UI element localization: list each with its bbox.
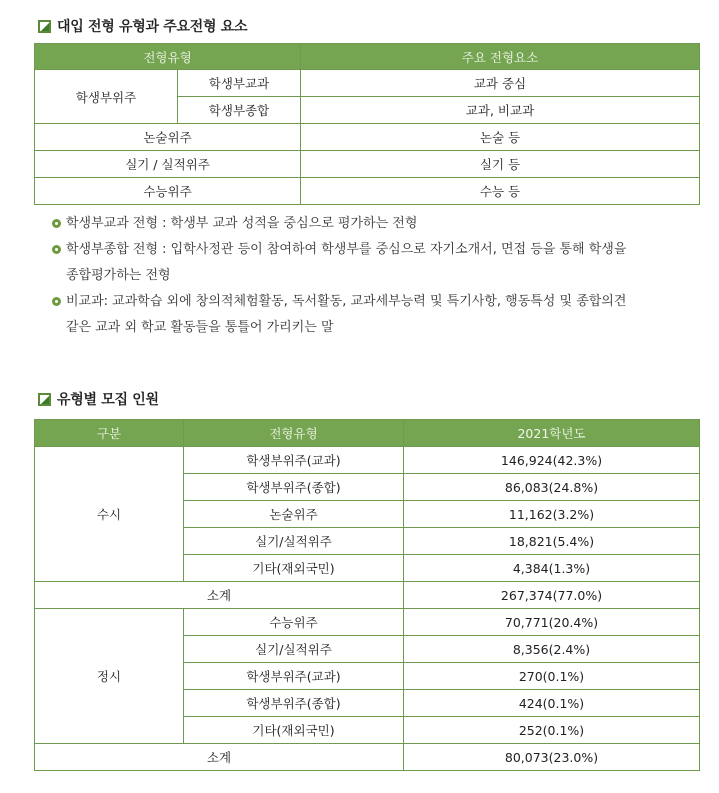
element-cell: 교과, 비교과 <box>301 97 700 124</box>
subtotal-row <box>35 582 700 609</box>
flower-bullet-icon <box>52 219 61 228</box>
value-cell: 18,821(5.4%) <box>404 528 700 555</box>
admission-types-table <box>34 43 700 205</box>
table-row <box>35 609 700 636</box>
value-cell: 8,356(2.4%) <box>404 636 700 663</box>
section-heading-admission-types <box>38 16 247 36</box>
type-cell: 논술위주 <box>184 501 404 528</box>
element-cell: 교과 중심 <box>301 70 700 97</box>
notes-list <box>52 211 702 341</box>
note-item <box>52 211 702 237</box>
note-text: 비교과: 교과학습 외에 창의적체험활동, 독서활동, 교과세부능력 및 특기사항, 행동특성 및 종합의견 <box>66 294 627 309</box>
type-cell: 학생부위주(종합) <box>184 474 404 501</box>
value-cell: 4,384(1.3%) <box>404 555 700 582</box>
type-cell: 실기/실적위주 <box>184 636 404 663</box>
header-admission-type: 전형유형 <box>184 420 404 447</box>
element-cell: 실기 등 <box>301 151 700 178</box>
value-cell: 11,162(3.2%) <box>404 501 700 528</box>
flower-bullet-icon <box>52 245 61 254</box>
value-cell: 424(0.1%) <box>404 690 700 717</box>
table-row <box>35 151 700 178</box>
header-key-elements: 주요 전형요소 <box>301 44 700 70</box>
header-year: 2021학년도 <box>404 420 700 447</box>
subtotal-value: 267,374(77.0%) <box>404 582 700 609</box>
element-cell: 수능 등 <box>301 178 700 205</box>
type-cell: 학생부위주(종합) <box>184 690 404 717</box>
value-cell: 70,771(20.4%) <box>404 609 700 636</box>
type-cell: 실기/실적위주 <box>184 528 404 555</box>
flower-bullet-icon <box>52 297 61 306</box>
element-cell: 논술 등 <box>301 124 700 151</box>
section-heading-recruitment <box>38 389 159 409</box>
table-header-row <box>35 44 700 70</box>
note-item <box>52 237 702 289</box>
subtotal-value: 80,073(23.0%) <box>404 744 700 771</box>
table-row <box>35 70 700 97</box>
section-marker-icon <box>38 20 51 33</box>
value-cell: 146,924(42.3%) <box>404 447 700 474</box>
subtotal-row <box>35 744 700 771</box>
type-cell: 수능위주 <box>184 609 404 636</box>
header-category: 구분 <box>35 420 184 447</box>
category-cell-jeongsi: 정시 <box>35 609 184 744</box>
group-cell: 학생부위주 <box>35 70 178 124</box>
section-title: 유형별 모집 인원 <box>57 392 159 408</box>
sub-type-cell: 학생부종합 <box>178 97 301 124</box>
note-text: 학생부교과 전형 : 학생부 교과 성적을 중심으로 평가하는 전형 <box>66 216 418 231</box>
table-header-row <box>35 420 700 447</box>
type-cell: 수능위주 <box>35 178 301 205</box>
type-cell: 기타(재외국민) <box>184 555 404 582</box>
type-cell: 학생부위주(교과) <box>184 663 404 690</box>
subtotal-label: 소계 <box>35 744 404 771</box>
table-row <box>35 124 700 151</box>
category-cell-susi: 수시 <box>35 447 184 582</box>
note-text-continued: 같은 교과 외 학교 활동들을 통틀어 가리키는 말 <box>66 320 334 335</box>
note-text: 학생부종합 전형 : 입학사정관 등이 참여하여 학생부를 중심으로 자기소개서, 면접 등을 통해 학생을 <box>66 242 627 257</box>
table-row <box>35 447 700 474</box>
value-cell: 252(0.1%) <box>404 717 700 744</box>
note-text-continued: 종합평가하는 전형 <box>66 268 171 283</box>
type-cell: 학생부위주(교과) <box>184 447 404 474</box>
type-cell: 논술위주 <box>35 124 301 151</box>
header-admission-type: 전형유형 <box>35 44 301 70</box>
type-cell: 기타(재외국민) <box>184 717 404 744</box>
value-cell: 86,083(24.8%) <box>404 474 700 501</box>
section-marker-icon <box>38 393 51 406</box>
recruitment-table <box>34 419 700 771</box>
type-cell: 실기 / 실적위주 <box>35 151 301 178</box>
value-cell: 270(0.1%) <box>404 663 700 690</box>
note-item <box>52 289 702 341</box>
section-title: 대입 전형 유형과 주요전형 요소 <box>57 19 248 35</box>
subtotal-label: 소계 <box>35 582 404 609</box>
table-row <box>35 178 700 205</box>
sub-type-cell: 학생부교과 <box>178 70 301 97</box>
